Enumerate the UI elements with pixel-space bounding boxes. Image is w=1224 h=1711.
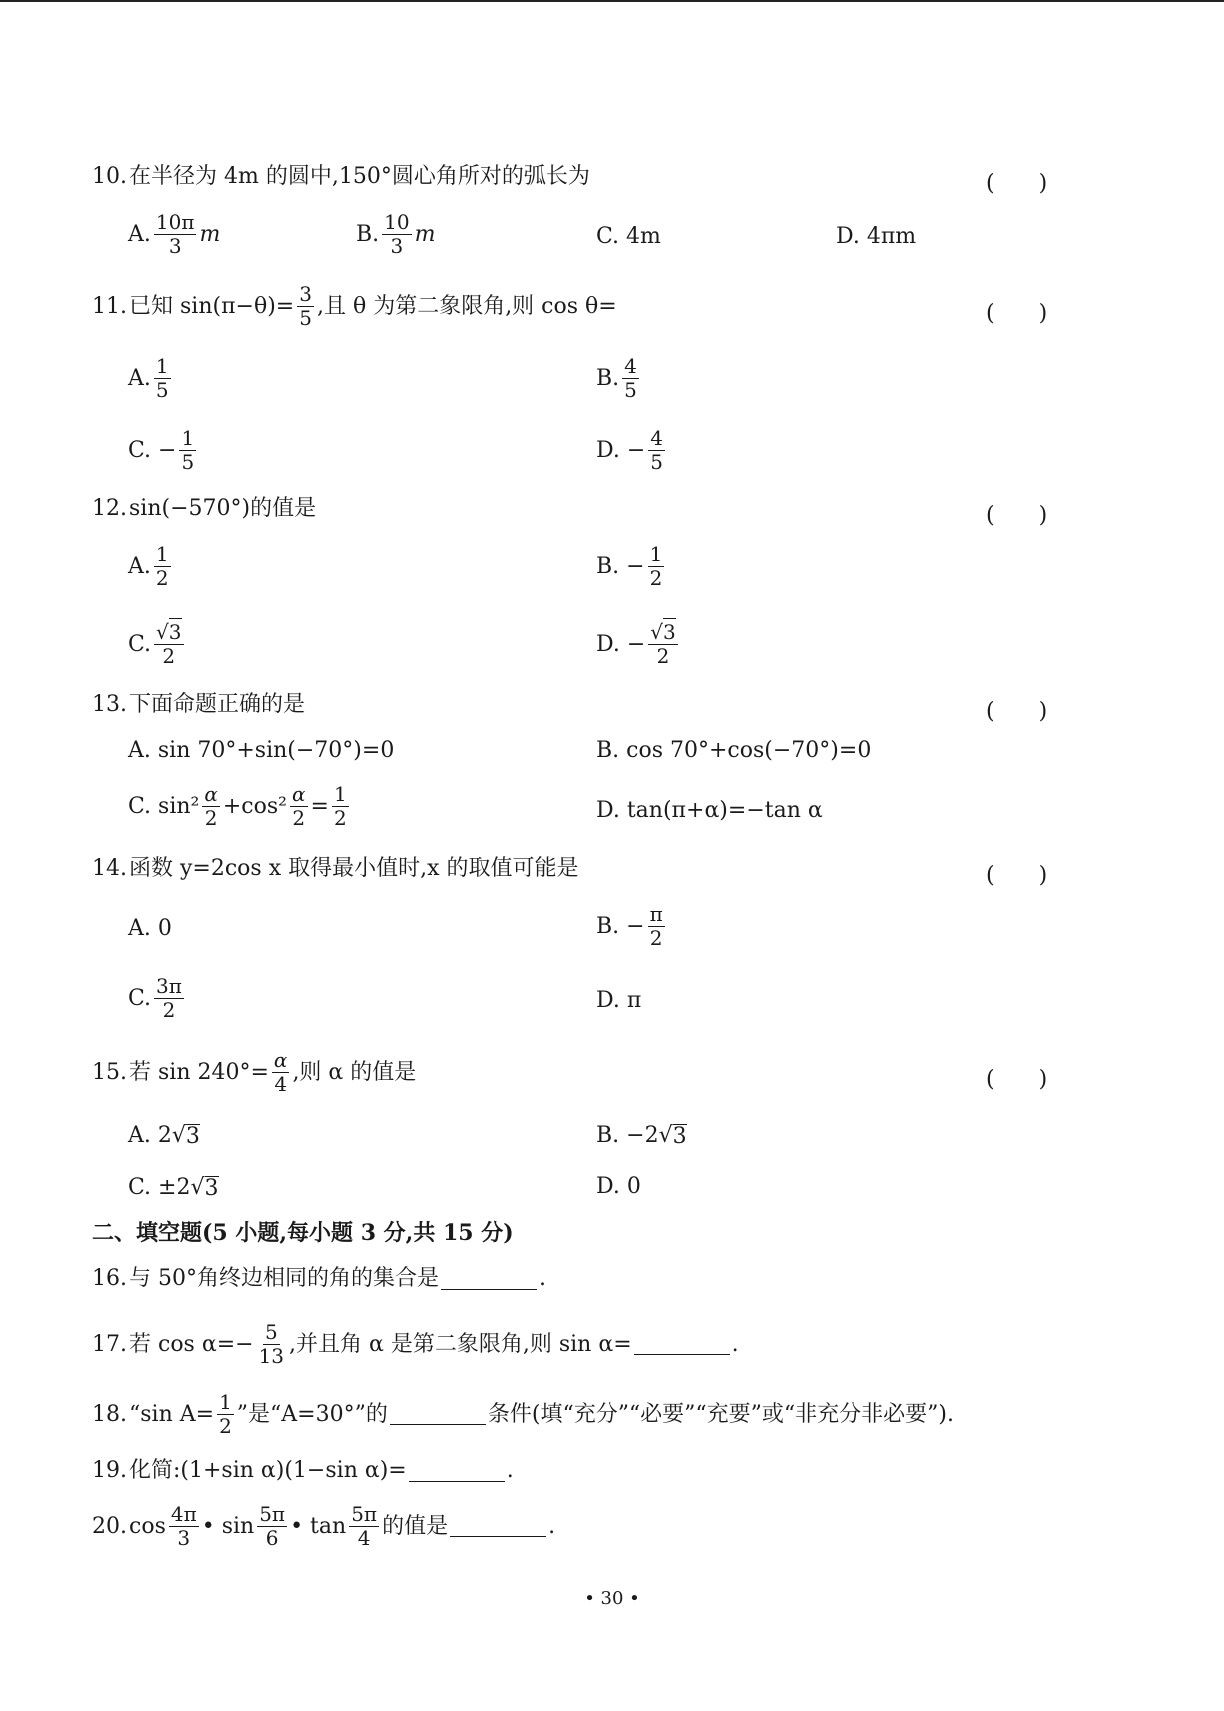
answer-blank[interactable]	[634, 1334, 730, 1355]
question-number: 11.	[92, 293, 127, 319]
q14-option-d: D. π	[596, 988, 642, 1013]
denominator: 3	[177, 1526, 191, 1550]
question-number: 12.	[92, 496, 127, 521]
fraction	[257, 1504, 287, 1549]
fraction	[179, 428, 196, 473]
numerator: 10	[384, 210, 410, 234]
q10-option-d: D. 4πm	[836, 224, 917, 249]
radicand: 3	[663, 620, 676, 644]
numerator: 1	[333, 782, 347, 806]
question-text: 已知 sin(π−θ)=	[129, 293, 295, 319]
question-number: 14.	[92, 856, 127, 881]
question-18	[92, 1392, 1092, 1437]
numerator: 1	[219, 1390, 232, 1414]
question-text: ,并且角 α 是第二象限角,则 sin α=	[289, 1331, 632, 1357]
denominator: 13	[258, 1344, 285, 1368]
question-number: 16.	[92, 1266, 127, 1291]
q15-option-b	[596, 1124, 687, 1148]
sqrt-icon: √	[658, 1123, 673, 1148]
answer-blank[interactable]	[450, 1516, 546, 1537]
numerator: α	[273, 1048, 288, 1072]
punctuation: .	[506, 1458, 514, 1483]
numerator: 4	[624, 354, 637, 378]
answer-paren-14: ( )	[986, 863, 1048, 888]
q11-option-c	[128, 428, 199, 473]
q10-option-a	[128, 212, 220, 257]
question-number: 17.	[92, 1331, 127, 1357]
option-label: A. 2	[128, 1123, 172, 1148]
denominator: 2	[656, 644, 670, 668]
sqrt-icon: √	[156, 620, 169, 644]
option-label: B. −	[596, 913, 645, 939]
question-10	[92, 166, 1092, 188]
option-label: A.	[128, 553, 151, 579]
numerator: 1	[181, 426, 195, 450]
option-label: B. −2	[596, 1123, 659, 1148]
numerator: 1	[649, 542, 663, 566]
radicand: 3	[672, 1124, 687, 1149]
numerator: α	[291, 782, 306, 806]
option-label: C.	[128, 985, 152, 1011]
question-15	[92, 1050, 1092, 1095]
option-label: C. sin²	[128, 793, 200, 819]
fraction	[154, 622, 183, 667]
numerator	[154, 622, 183, 645]
fraction	[648, 904, 665, 949]
answer-paren-15: ( )	[986, 1067, 1048, 1092]
answer-blank[interactable]	[441, 1269, 537, 1290]
numerator: α	[204, 782, 218, 806]
question-text: 函数 y=2cos x 取得最小值时,x 的取值可能是	[129, 856, 579, 881]
fraction	[297, 284, 314, 329]
numerator: π	[649, 902, 663, 926]
question-text: 化简:(1+sin α)(1−sin α)=	[129, 1458, 407, 1483]
option-label: B.	[596, 365, 620, 391]
question-20	[92, 1504, 1092, 1549]
answer-blank[interactable]	[390, 1404, 486, 1425]
q11-option-a	[128, 356, 174, 401]
denominator: 4	[274, 1072, 288, 1096]
fraction	[290, 784, 308, 829]
punctuation: .	[731, 1331, 739, 1357]
numerator: 3	[299, 282, 312, 306]
question-17	[92, 1322, 1092, 1367]
fraction	[257, 1322, 286, 1367]
denominator: 5	[650, 450, 664, 474]
numerator: 3π	[156, 974, 182, 998]
section-heading: 二、填空题(5 小题,每小题 3 分,共 15 分)	[92, 1220, 514, 1246]
q11-option-b	[596, 356, 642, 401]
numerator: 1	[155, 354, 169, 378]
denominator: 2	[155, 566, 169, 590]
question-number: 13.	[92, 692, 127, 717]
denominator: 5	[181, 450, 195, 474]
denominator: 2	[333, 806, 347, 830]
q14-option-c	[128, 976, 187, 1021]
answer-paren-11: ( )	[986, 301, 1048, 326]
page-number: • 30 •	[584, 1588, 640, 1609]
option-label: D. −	[596, 437, 646, 463]
option-label: C. ±2	[128, 1175, 191, 1200]
denominator: 2	[649, 566, 663, 590]
fraction	[169, 1504, 199, 1549]
sqrt-icon: √	[190, 1175, 205, 1200]
fraction	[648, 544, 665, 589]
q12-option-b	[596, 544, 667, 589]
q13-option-d: D. tan(π+α)=−tan α	[596, 798, 823, 823]
question-16	[92, 1268, 1092, 1290]
radicand: 3	[204, 1176, 219, 1201]
option-label: A.	[128, 365, 151, 391]
question-text: • sin	[201, 1513, 255, 1539]
answer-blank[interactable]	[409, 1461, 505, 1482]
question-13	[92, 694, 1092, 716]
q13-option-c	[128, 784, 352, 829]
option-label: C.	[128, 631, 152, 657]
question-number: 20.	[92, 1513, 127, 1539]
denominator: 5	[624, 378, 637, 402]
expression-text: =	[310, 793, 329, 819]
q10-option-c: C. 4m	[596, 224, 661, 249]
sqrt-icon: √	[171, 1123, 186, 1148]
question-text: 条件(填“充分”“必要”“充要”或“非充分非必要”).	[487, 1401, 954, 1427]
q12-option-c	[128, 622, 187, 667]
numerator: 5	[264, 1320, 278, 1344]
denominator: 2	[162, 998, 176, 1022]
fraction	[154, 212, 197, 257]
fraction	[622, 356, 639, 401]
question-text: 的值是	[382, 1513, 449, 1539]
radicand: 3	[168, 620, 182, 644]
question-text: 若 sin 240°=	[129, 1059, 269, 1085]
q10-option-b	[356, 212, 436, 257]
numerator: 5π	[259, 1502, 286, 1526]
answer-paren-12: ( )	[986, 503, 1048, 528]
numerator: 1	[155, 542, 169, 566]
question-text: ”是“A=30°”的	[236, 1401, 388, 1427]
fraction	[272, 1050, 290, 1095]
question-text: 与 50°角终边相同的角的集合是	[129, 1266, 439, 1291]
question-text: sin(−570°)的值是	[129, 496, 317, 521]
q12-option-a	[128, 544, 174, 589]
punctuation: .	[548, 1513, 556, 1539]
question-text: cos	[129, 1513, 166, 1539]
question-19	[92, 1460, 1092, 1482]
question-number: 18.	[92, 1401, 127, 1427]
q15-option-c	[128, 1176, 219, 1200]
denominator: 2	[204, 806, 218, 830]
question-text: ,且 θ 为第二象限角,则 cos θ=	[316, 293, 617, 319]
numerator: 4	[650, 426, 664, 450]
fraction	[202, 784, 220, 829]
fraction	[382, 212, 411, 257]
option-label: D. −	[596, 631, 646, 657]
fraction	[154, 976, 184, 1021]
question-11	[92, 284, 1092, 329]
question-text: 在半径为 4m 的圆中,150°圆心角所对的弧长为	[129, 164, 590, 189]
q14-option-a: A. 0	[128, 916, 172, 941]
denominator: 4	[357, 1526, 371, 1550]
question-12	[92, 498, 1092, 520]
fraction	[648, 622, 677, 667]
denominator: 5	[155, 378, 169, 402]
numerator: 10π	[155, 210, 195, 234]
question-text: “sin A=	[129, 1401, 215, 1427]
denominator: 2	[649, 926, 663, 950]
unit: m	[414, 221, 436, 247]
q15-option-d: D. 0	[596, 1174, 641, 1199]
fraction	[648, 428, 665, 473]
option-label: B.	[356, 221, 380, 247]
question-text: ,则 α 的值是	[292, 1059, 417, 1085]
fraction	[332, 784, 349, 829]
question-number: 19.	[92, 1458, 127, 1483]
question-14	[92, 858, 1092, 880]
numerator: 5π	[351, 1502, 378, 1526]
q11-option-d	[596, 428, 668, 473]
numerator	[648, 622, 677, 645]
q12-option-d	[596, 622, 681, 667]
option-label: B. −	[596, 553, 645, 579]
answer-paren-10: ( )	[986, 171, 1048, 196]
denominator: 2	[219, 1414, 232, 1438]
denominator: 5	[299, 306, 312, 330]
answer-paren-13: ( )	[986, 699, 1048, 724]
denominator: 2	[292, 806, 306, 830]
denominator: 3	[168, 234, 182, 258]
numerator: 4π	[170, 1502, 197, 1526]
question-number: 10.	[92, 164, 127, 189]
fraction	[154, 356, 171, 401]
fraction	[217, 1392, 234, 1437]
question-text: 若 cos α=−	[129, 1331, 254, 1357]
question-text: 下面命题正确的是	[129, 692, 306, 717]
option-label: C. −	[128, 437, 177, 463]
punctuation: .	[539, 1266, 546, 1291]
q15-option-a	[128, 1124, 200, 1148]
denominator: 6	[265, 1526, 279, 1550]
expression-text: +cos²	[222, 793, 287, 819]
denominator: 2	[162, 644, 176, 668]
question-text: • tan	[290, 1513, 347, 1539]
unit: m	[199, 221, 221, 247]
option-label: A.	[128, 221, 151, 247]
denominator: 3	[390, 234, 404, 258]
q14-option-b	[596, 904, 668, 949]
question-number: 15.	[92, 1059, 127, 1085]
q13-option-b: B. cos 70°+cos(−70°)=0	[596, 738, 872, 763]
fraction	[154, 544, 171, 589]
q13-option-a: A. sin 70°+sin(−70°)=0	[128, 738, 395, 763]
radicand: 3	[185, 1124, 200, 1149]
fraction	[349, 1504, 379, 1549]
sqrt-icon: √	[650, 620, 664, 644]
